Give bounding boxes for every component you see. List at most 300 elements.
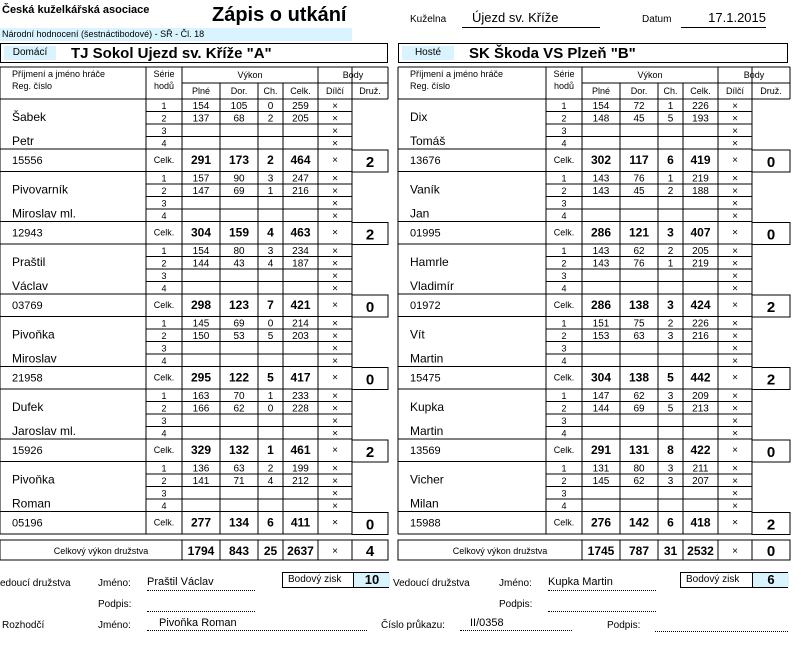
- away-series-value: 154: [592, 101, 610, 112]
- home-dilci-mark: ×: [332, 428, 338, 440]
- referee-sign-label: Podpis:: [607, 620, 641, 631]
- away-leader-label: Vedoucí družstva: [393, 578, 470, 589]
- away-series-value: 3: [667, 463, 674, 475]
- home-dilci-mark: ×: [332, 101, 338, 112]
- away-series-value: 193: [692, 113, 709, 125]
- home-series-value: 136: [192, 463, 210, 475]
- home-total-value: 463: [290, 225, 311, 240]
- home-head-points: Body: [342, 70, 364, 80]
- home-series-value: 137: [192, 113, 210, 125]
- home-total-value: 421: [290, 298, 311, 312]
- away-dilci-mark: ×: [732, 488, 738, 500]
- away-total-label: Celk.: [553, 300, 575, 310]
- home-team-points: 4: [365, 543, 375, 560]
- home-series-number: 2: [161, 186, 167, 196]
- home-total-value: 6: [267, 515, 274, 530]
- away-dilci-mark: ×: [732, 391, 738, 402]
- away-series-value: 3: [667, 331, 674, 342]
- away-total-value: 286: [590, 298, 612, 312]
- home-series-value: 69: [233, 318, 245, 330]
- away-series-value: 3: [667, 391, 674, 402]
- home-series-value: 0: [267, 403, 274, 415]
- away-team-total-label: Celkový výkon družstva: [452, 546, 548, 556]
- away-series-value: 75: [633, 318, 645, 330]
- home-series-value: 144: [192, 258, 210, 270]
- away-total-value: 131: [628, 443, 650, 457]
- home-series-value: 154: [192, 101, 210, 112]
- away-head-plne: Plné: [591, 86, 611, 96]
- away-series-value: 216: [692, 331, 709, 342]
- away-player-points: 0: [766, 226, 776, 244]
- away-team-points: 0: [766, 543, 776, 560]
- home-dilci-mark: ×: [332, 227, 338, 239]
- home-player-firstname: Miroslav ml.: [12, 206, 77, 221]
- away-series-value: 1: [667, 258, 674, 270]
- home-series-value: 216: [292, 186, 309, 197]
- away-dilci-mark: ×: [732, 271, 738, 282]
- home-head-dilci: Dílčí: [326, 86, 344, 96]
- home-head-reg: Reg. číslo: [12, 81, 53, 91]
- home-dilci-mark: ×: [332, 488, 338, 500]
- away-series-value: 188: [692, 186, 709, 197]
- away-player-firstname: Vladimír: [410, 279, 455, 293]
- away-team-total-value: 2532: [687, 544, 714, 558]
- home-team-tag: Domácí: [4, 46, 56, 60]
- away-total-label: Celk.: [553, 445, 575, 455]
- alley-value[interactable]: Újezd sv. Kříže: [462, 10, 600, 28]
- home-series-number: 1: [161, 318, 167, 329]
- home-points-label: Bodový zisk: [288, 574, 342, 585]
- away-total-value: 6: [667, 515, 674, 530]
- home-player-surname: Pivovarník: [12, 182, 69, 197]
- away-series-value: 226: [692, 318, 709, 330]
- away-dilci-mark: ×: [732, 227, 738, 239]
- home-total-value: 295: [190, 370, 212, 385]
- home-series-value: 3: [267, 246, 274, 257]
- home-series-number: 2: [161, 113, 167, 124]
- home-total-value: 7: [267, 298, 274, 312]
- away-dilci-mark: ×: [732, 155, 738, 166]
- home-leader-label: edoucí družstva: [0, 578, 71, 589]
- away-head-player: Příjmení a jméno hráče: [410, 69, 504, 79]
- away-series-value: 219: [692, 258, 709, 270]
- away-leader-sign[interactable]: [548, 597, 656, 612]
- home-series-number: 1: [161, 463, 167, 474]
- away-series-value: 76: [633, 173, 645, 185]
- away-player-surname: Vít: [410, 327, 425, 342]
- away-dilci-mark: ×: [732, 211, 738, 222]
- home-series-value: 69: [233, 186, 245, 197]
- home-total-value: 5: [267, 370, 274, 385]
- home-player-surname: Praštil: [12, 255, 46, 269]
- away-dilci-mark: ×: [732, 356, 738, 367]
- away-series-number: 4: [561, 138, 567, 149]
- away-dilci-mark: ×: [732, 476, 738, 487]
- away-head-celk: Celk.: [690, 86, 711, 96]
- away-series-value: 76: [633, 258, 645, 270]
- home-series-number: 4: [161, 356, 167, 366]
- home-total-value: 123: [228, 298, 250, 312]
- home-total-value: 461: [290, 443, 311, 457]
- home-leader-sign-label: Podpis:: [98, 599, 132, 610]
- referee-name-label: Jméno:: [98, 620, 131, 631]
- away-points-label: Bodový zisk: [686, 574, 740, 585]
- home-total-label: Celk.: [153, 300, 175, 310]
- away-series-value: 151: [592, 318, 610, 330]
- home-head-celk: Celk.: [290, 86, 311, 96]
- away-series-value: 80: [633, 463, 645, 475]
- home-series-value: 234: [292, 246, 309, 257]
- away-dilci-mark: ×: [732, 113, 738, 125]
- home-series-value: 214: [292, 318, 309, 330]
- home-total-value: 1: [267, 443, 274, 457]
- away-player-surname: Vaník: [410, 182, 440, 197]
- home-series-value: 4: [267, 258, 274, 270]
- away-dilci-mark: ×: [732, 258, 738, 270]
- away-head-points: Body: [743, 70, 765, 80]
- away-player-surname: Dix: [410, 110, 428, 124]
- home-player-firstname: Jaroslav ml.: [12, 424, 77, 438]
- away-dilci-mark: ×: [732, 101, 738, 112]
- away-player-points: 2: [766, 299, 776, 316]
- away-series-value: 205: [692, 246, 709, 257]
- home-head-druz: Druž.: [359, 86, 381, 96]
- away-series-number: 1: [561, 101, 567, 111]
- referee-name[interactable]: Pivoňka Roman: [147, 617, 367, 631]
- home-dilci-mark: ×: [332, 126, 338, 137]
- home-series-value: 2: [267, 463, 274, 475]
- home-dilci-mark: ×: [332, 445, 338, 456]
- away-dilci-mark: ×: [732, 501, 738, 512]
- home-player-firstname: Václav: [12, 279, 49, 293]
- home-player-points: 0: [365, 371, 375, 389]
- away-player-reg: 01972: [410, 300, 441, 312]
- away-series-value: 131: [592, 463, 610, 475]
- home-series-value: 5: [267, 331, 274, 342]
- home-player-surname: Pivoňka: [12, 472, 55, 487]
- home-player-points: 0: [365, 516, 375, 534]
- away-series-value: 1: [667, 101, 674, 112]
- away-series-value: 45: [633, 113, 645, 125]
- home-series-value: 3: [267, 173, 274, 185]
- home-series-number: 2: [161, 258, 167, 269]
- away-total-value: 286: [590, 225, 612, 240]
- away-head-dilci: Dílčí: [726, 86, 744, 96]
- away-total-value: 422: [690, 443, 711, 457]
- away-player-reg: 01995: [410, 227, 441, 240]
- away-player-reg: 13676: [410, 155, 441, 167]
- home-series-value: 1: [267, 391, 274, 402]
- away-series-value: 69: [633, 403, 645, 415]
- away-series-number: 2: [561, 403, 567, 414]
- away-series-value: 2: [667, 246, 674, 257]
- home-head-plne: Plné: [191, 86, 211, 96]
- away-total-value: 407: [690, 225, 711, 240]
- away-series-value: 62: [633, 246, 645, 257]
- away-player-reg: 15988: [410, 517, 441, 530]
- away-series-number: 3: [561, 343, 567, 354]
- away-total-label: Celk.: [553, 155, 575, 165]
- away-series-number: 1: [561, 463, 567, 474]
- away-dilci-mark: ×: [732, 173, 738, 185]
- home-player-firstname: Miroslav: [12, 351, 57, 366]
- home-series-value: 90: [233, 173, 245, 185]
- away-head-reg: Reg. číslo: [410, 81, 451, 91]
- away-points-value: 6: [752, 573, 789, 587]
- home-total-value: 329: [190, 443, 212, 457]
- away-total-value: 276: [590, 515, 612, 530]
- home-series-value: 2: [267, 113, 274, 125]
- home-dilci-mark: ×: [332, 372, 338, 384]
- date-value[interactable]: 17.1.2015: [681, 10, 766, 28]
- home-series-number: 3: [161, 343, 167, 354]
- away-player-points: 0: [766, 444, 776, 461]
- home-points-box: [282, 572, 389, 588]
- away-total-value: 3: [667, 298, 674, 312]
- home-series-value: 187: [292, 258, 309, 270]
- home-leader-name[interactable]: Praštil Václav: [147, 576, 255, 591]
- home-series-value: 0: [267, 101, 274, 112]
- home-total-value: 132: [228, 443, 250, 457]
- away-series-value: 153: [592, 331, 610, 342]
- away-total-value: 138: [628, 370, 650, 385]
- away-player-surname: Vicher: [410, 472, 444, 487]
- away-series-number: 4: [561, 283, 567, 294]
- referee-sign[interactable]: [655, 617, 788, 632]
- away-series-value: 213: [692, 403, 709, 415]
- away-series-value: 148: [592, 113, 610, 125]
- away-dilci-mark: ×: [732, 331, 738, 342]
- home-team-total-value: 843: [228, 544, 250, 558]
- home-points-value: 10: [353, 573, 390, 587]
- away-total-value: 442: [690, 370, 711, 385]
- home-player-reg: 05196: [12, 517, 43, 530]
- home-series-value: 154: [192, 246, 210, 257]
- away-player-reg: 13569: [410, 445, 441, 457]
- home-head-performance: Výkon: [237, 70, 263, 80]
- home-dilci-mark: ×: [332, 403, 338, 415]
- away-total-value: 302: [590, 153, 612, 167]
- away-leader-name[interactable]: Kupka Martin: [548, 576, 656, 591]
- home-dilci-mark: ×: [332, 173, 338, 185]
- away-team-name: SK Škoda VS Plzeň "B": [469, 45, 636, 62]
- away-total-value: 121: [628, 225, 650, 240]
- home-series-number: 3: [161, 126, 167, 136]
- away-total-value: 6: [667, 153, 674, 167]
- home-series-value: 53: [233, 331, 245, 342]
- home-player-firstname: Roman: [12, 496, 51, 511]
- home-dilci-mark: ×: [332, 113, 338, 125]
- away-series-number: 4: [561, 356, 567, 366]
- home-series-value: 1: [267, 186, 274, 197]
- away-dilci-mark: ×: [732, 416, 738, 427]
- away-total-label: Celk.: [553, 372, 575, 383]
- away-dilci-mark: ×: [732, 403, 738, 415]
- home-player-points: 2: [365, 226, 375, 244]
- home-player-surname: Pivoňka: [12, 327, 55, 342]
- home-series-number: 4: [161, 501, 167, 511]
- away-series-value: 1: [667, 173, 674, 185]
- home-series-value: 212: [292, 476, 309, 487]
- home-dilci-mark: ×: [332, 343, 338, 355]
- away-total-value: 418: [690, 515, 711, 530]
- away-series-value: 143: [592, 173, 610, 185]
- away-series-number: 4: [561, 428, 567, 439]
- away-series-value: 143: [592, 246, 610, 257]
- away-player-surname: Kupka: [410, 400, 445, 414]
- away-player-points: 0: [766, 154, 776, 171]
- home-series-value: 145: [192, 318, 210, 330]
- away-player-surname: Hamrle: [410, 255, 449, 269]
- away-series-value: 63: [633, 331, 645, 342]
- away-series-value: 2: [667, 318, 674, 330]
- away-series-value: 219: [692, 173, 709, 185]
- home-player-points: 0: [365, 299, 375, 316]
- home-dilci-mark: ×: [332, 211, 338, 222]
- away-series-number: 1: [561, 318, 567, 329]
- home-player-surname: Dufek: [12, 400, 44, 414]
- away-series-value: 209: [692, 391, 709, 402]
- away-series-value: 2: [667, 186, 674, 197]
- away-series-number: 1: [561, 173, 567, 184]
- home-series-number: 4: [161, 138, 167, 149]
- home-team-name: TJ Sokol Ujezd sv. Kříže "A": [71, 45, 272, 62]
- card-number-label: Číslo průkazu:: [381, 620, 445, 631]
- home-player-reg: 15926: [12, 445, 43, 457]
- home-total-value: 159: [228, 225, 250, 240]
- away-player-points: 2: [766, 516, 776, 534]
- home-series-value: 205: [292, 113, 309, 125]
- home-series-number: 1: [161, 101, 167, 111]
- home-total-value: 173: [228, 153, 250, 167]
- home-series-value: 247: [292, 173, 309, 185]
- away-series-value: 143: [592, 186, 610, 197]
- home-dilci-mark: ×: [332, 155, 338, 166]
- home-dilci-mark: ×: [332, 258, 338, 270]
- home-total-value: 134: [228, 515, 250, 530]
- home-dilci-mark: ×: [332, 501, 338, 512]
- home-series-number: 1: [161, 246, 167, 256]
- home-head-ch: Ch.: [263, 86, 278, 96]
- home-dilci-mark: ×: [332, 300, 338, 311]
- away-series-number: 2: [561, 186, 567, 196]
- home-player-points: 2: [365, 444, 375, 461]
- home-series-value: 259: [292, 101, 309, 112]
- home-player-firstname: Petr: [12, 134, 35, 148]
- home-series-value: 141: [192, 476, 210, 487]
- away-series-value: 72: [633, 101, 645, 112]
- alley-label: Kuželna: [410, 14, 447, 25]
- away-series-number: 4: [561, 501, 567, 511]
- away-series-number: 3: [561, 271, 567, 281]
- home-dilci-mark: ×: [332, 198, 338, 210]
- home-series-number: 2: [161, 331, 167, 341]
- away-points-box: [680, 572, 788, 588]
- home-total-value: 464: [290, 153, 311, 167]
- away-series-value: 143: [592, 258, 610, 270]
- away-series-number: 3: [561, 488, 567, 499]
- home-dilci-mark: ×: [332, 463, 338, 475]
- home-series-value: 157: [192, 173, 210, 185]
- away-series-value: 3: [667, 476, 674, 487]
- away-series-value: 147: [592, 391, 610, 402]
- home-team-total-value: 1794: [187, 544, 215, 558]
- home-total-value: 411: [290, 515, 311, 530]
- home-total-value: 291: [190, 153, 212, 167]
- away-total-value: 138: [628, 298, 650, 312]
- home-series-value: 199: [292, 463, 309, 475]
- away-player-points: 2: [766, 371, 776, 389]
- home-dilci-mark: ×: [332, 283, 338, 295]
- away-total-value: 117: [629, 153, 649, 167]
- away-dilci-mark: ×: [732, 186, 738, 197]
- away-player-firstname: Martin: [410, 424, 444, 438]
- home-series-value: 147: [192, 186, 210, 197]
- home-series-value: 62: [233, 403, 245, 415]
- away-series-number: 3: [561, 198, 567, 209]
- card-number-value[interactable]: II/0358: [460, 617, 572, 631]
- away-total-label: Celk.: [553, 227, 575, 238]
- home-team-total-value: 2637: [287, 544, 314, 558]
- home-total-value: 304: [190, 225, 212, 240]
- home-leader-name-label: Jméno:: [98, 578, 131, 589]
- home-dilci-mark: ×: [332, 517, 338, 529]
- away-dilci-mark: ×: [732, 343, 738, 355]
- home-series-value: 166: [192, 403, 210, 415]
- away-total-value: 3: [667, 225, 674, 240]
- away-series-number: 2: [561, 113, 567, 124]
- away-series-value: 45: [633, 186, 645, 197]
- home-player-reg: 15556: [12, 155, 43, 167]
- home-dilci-mark: ×: [332, 356, 338, 367]
- home-leader-sign[interactable]: [147, 597, 255, 612]
- away-series-value: 62: [633, 391, 645, 402]
- away-total-value: 424: [690, 298, 711, 312]
- away-series-number: 2: [561, 476, 567, 486]
- away-team-tag: Hosté: [402, 46, 454, 60]
- home-total-label: Celk.: [153, 445, 175, 455]
- away-head-series: Série: [553, 69, 575, 79]
- home-player-reg: 03769: [12, 300, 43, 312]
- home-series-value: 70: [233, 391, 245, 402]
- home-series-number: 4: [161, 283, 167, 294]
- away-total-value: 291: [590, 443, 612, 457]
- away-dilci-mark: ×: [732, 445, 738, 456]
- away-dilci-mark: ×: [732, 318, 738, 330]
- away-total-label: Celk.: [553, 517, 575, 528]
- page-title: Zápis o utkání: [212, 4, 347, 26]
- away-team-total-value: 1745: [587, 544, 615, 558]
- away-series-number: 1: [561, 246, 567, 256]
- away-series-value: 226: [692, 101, 709, 112]
- home-series-number: 4: [161, 428, 167, 439]
- away-head-ch: Ch.: [663, 86, 678, 96]
- away-dilci-mark: ×: [732, 372, 738, 384]
- away-head-druz: Druž.: [760, 86, 782, 96]
- home-series-number: 2: [161, 403, 167, 414]
- away-series-value: 62: [633, 476, 645, 487]
- away-total-value: 142: [628, 515, 650, 530]
- home-series-number: 3: [161, 198, 167, 209]
- home-player-surname: Šabek: [12, 110, 47, 124]
- away-series-number: 3: [561, 126, 567, 136]
- away-head-series2: hodů: [553, 81, 575, 91]
- away-series-number: 2: [561, 258, 567, 269]
- home-series-number: 3: [161, 271, 167, 281]
- away-total-value: 5: [667, 370, 674, 385]
- rating-subtitle: Národní hodnocení (šestnáctibodové) - SŘ - Čl. 18: [0, 28, 352, 41]
- home-series-value: 80: [233, 246, 245, 257]
